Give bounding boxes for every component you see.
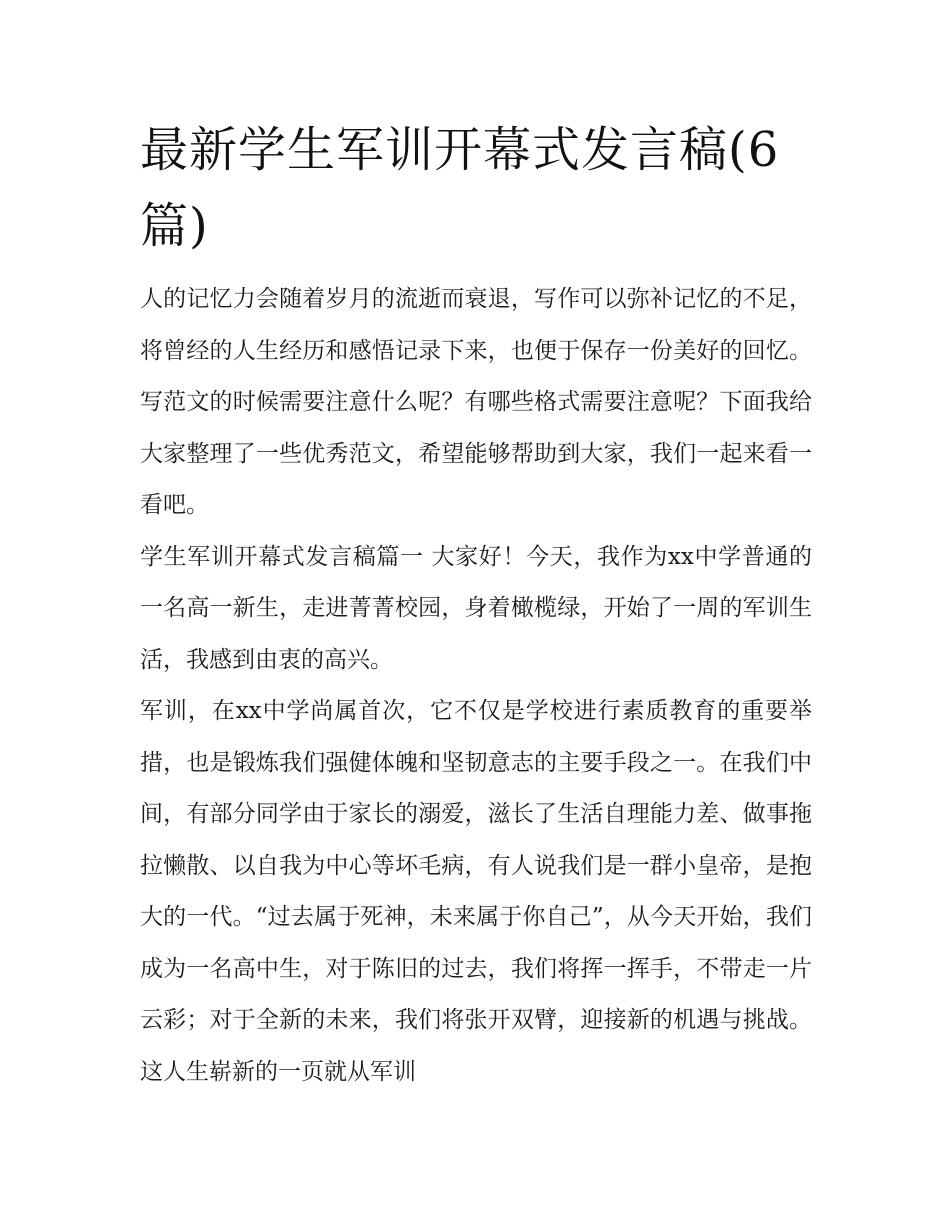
document-title: 最新学生军训开幕式发言稿(6篇) (140, 122, 780, 254)
document-body (140, 274, 812, 1098)
speech-opening-paragraph: 学生军训开幕式发言稿篇一 大家好！今天，我作为xx中学普通的一名高一新生，走进菁菁校园，身着橄榄绿，开始了一周的军训生活，我感到由衷的高兴。 (140, 543, 812, 673)
military-training-paragraph: 军训，在xx中学尚属首次，它不仅是学校进行素质教育的重要举措，也是锻炼我们强健体魄和坚韧意志的主要手段之一。在我们中间，有部分同学由于家长的溺爱，滋长了生活自理能力差、做事拖拉懒散、以自我为中心等坏毛病，有人说我们是一群小皇帝，是抱大的一代。“过去属于死神，未来属于你自己”，从今天开始，我们成为一名高中生，对于陈旧的过去，我们将挥一挥手，不带走一片云彩；对于全新的未来，我们将张开双臂，迎接新的机遇与挑战。这人生崭新的一页就从军训 (140, 698, 812, 1085)
intro-paragraph: 人的记忆力会随着岁月的流逝而衰退，写作可以弥补记忆的不足，将曾经的人生经历和感悟记录下来，也便于保存一份美好的回忆。写范文的时候需要注意什么呢？有哪些格式需要注意呢？下面我给大家整理了一些优秀范文，希望能够帮助到大家，我们一起来看一看吧。 (140, 286, 812, 518)
